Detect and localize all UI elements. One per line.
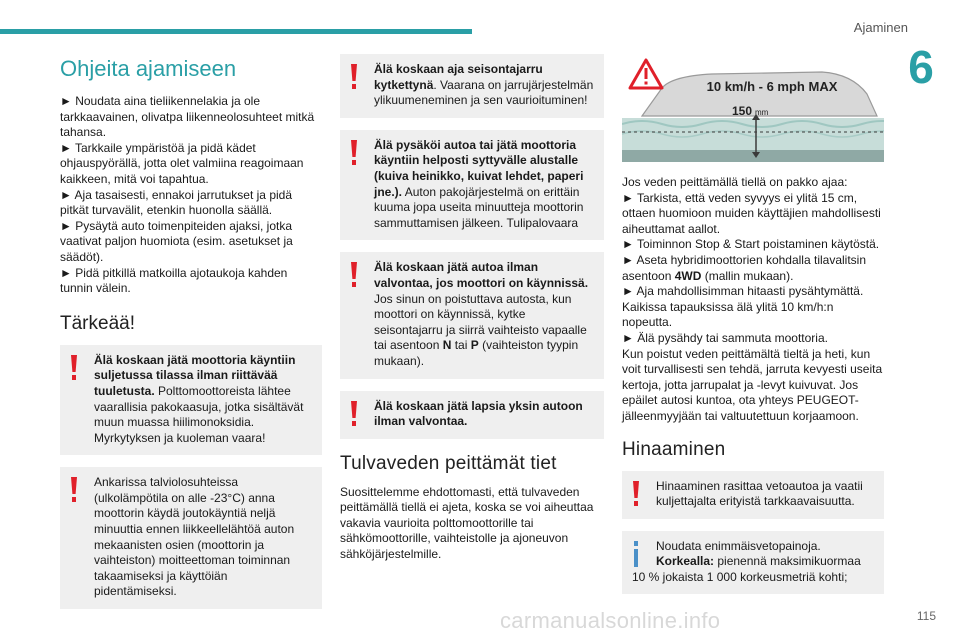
warning-box: [60, 467, 322, 609]
section-title: Ajaminen: [853, 20, 908, 35]
warning-box: [622, 471, 884, 519]
warning-text: Polttomoottoreista lähtee vaarallisia pakokaasuja, jotka sisältävät muun muassa hiilimonoksidia. Myrkytyksen ja kuoleman vaara!: [94, 383, 304, 445]
warning-box: [340, 252, 604, 378]
gear-p: P: [470, 338, 479, 353]
column-3: [622, 54, 884, 606]
gear-n: N: [442, 338, 452, 353]
flood-bullet-4: ► Aja mahdollisimman hitaasti pysähtymättä. Kaikissa tapauksissa älä ylitä 10 km/h:n nopeutta.: [622, 284, 864, 330]
warning-icon: [70, 477, 78, 503]
warning-bold: Älä koskaan jätä autoa ilman valvontaa, jos moottori on käynnissä.: [374, 260, 589, 290]
flood-bullet-3: [622, 253, 884, 284]
column-1: [60, 54, 322, 621]
info-bold: Korkealla:: [656, 554, 715, 569]
flood-intro: Jos veden peittämällä tiellä on pakko ajaa:: [622, 175, 848, 189]
warning-text: tai: [451, 338, 471, 353]
section-heading-flood: Tulvaveden peittämät tiet: [340, 452, 557, 474]
section-heading-towing: Hinaaminen: [622, 438, 726, 460]
warning-box: [340, 54, 604, 118]
warning-icon: [350, 140, 358, 166]
flood-bullet-2: ► Toiminnon Stop & Start poistaminen käytöstä.: [622, 237, 880, 252]
chapter-number: 6: [908, 41, 934, 93]
info-icon: [632, 541, 640, 567]
warning-bold: Älä pysäköi autoa tai jätä moottoria käyntiin helposti syttyvälle alustalle (kuiva heinikko, kuivat lehdet, paperi jne.).: [374, 137, 584, 199]
flood-bullet-3-text: ► Aseta hybridimoottorien kohdalla tilavalitsin asentoon: [622, 252, 867, 283]
warning-bold: Älä koskaan aja seisontajarru kytkettynä: [374, 62, 543, 92]
page-title: Ohjeita ajamiseen: [60, 56, 237, 81]
header-accent-bar: [0, 29, 472, 34]
warning-text: (vaihteiston tyypin mukaan).: [374, 338, 579, 368]
info-rest: pienennä maksimikuormaa 10 % jokaista 1 000 korkeusmetriä kohti;: [632, 554, 861, 584]
warning-icon: [350, 401, 358, 427]
depth-value: 150: [731, 104, 752, 118]
flood-paragraph: Suosittelemme ehdottomasti, että tulvaveden peittämällä tiellä ei ajeta, koska se voi aiheuttaa vakavia vaurioita polttomoottorille tai sähkömoottorille, vaihteistolle ja ajoneuvon sähköjärjestelmille.: [340, 484, 594, 562]
towing-warning-text: Hinaaminen rasittaa vetoautoa ja vaatii kuljettajalta erityistä tarkkaavaisuutta.: [656, 478, 863, 509]
flooded-road-illustration: [622, 54, 884, 162]
column-2: [340, 54, 604, 563]
warning-bold: Älä koskaan jätä moottoria käyntiin suljetussa tilassa ilman riittävää tuuletusta.: [94, 352, 296, 398]
warning-text: Auton pakojärjestelmä on erittäin kuuma jopa useita minuutteja moottorin sammuttamisen jälkeen. Tulipalovaara: [374, 184, 584, 230]
info-box: [622, 531, 884, 595]
bullet-1: ► Noudata aina tieliikennelakia ja ole tarkkaavainen, olivatpa liikenneolosuhteet mitkä tahansa.: [60, 94, 315, 140]
important-heading: Tärkeää!: [60, 312, 135, 334]
page-number: 115: [916, 609, 936, 623]
warning-box: [60, 345, 322, 456]
speed-label: 10 km/h - 6 mph MAX: [706, 79, 838, 94]
warning-box: [340, 391, 604, 439]
flood-bullet-5: ► Älä pysähdy tai sammuta moottoria.: [622, 330, 828, 345]
warning-icon: [350, 64, 358, 90]
flood-bullet-3-tail: (mallin mukaan).: [701, 268, 794, 283]
flood-after: Kun poistut veden peittämältä tieltä ja heti, kun voit turvallisesti sen tehdä, jarruta kevyesti useita kertoja, jotta jarrupalat ja -levyt kuivuvat. Jos epäilet autosi kuntoa, ota yhteys PEUGEOT-jälleenmyyjään tai valtuutettuun korjaamoon.: [622, 346, 883, 423]
warning-text: Jos sinun on poistuttava autosta, kun moottori on käynnissä, kytke seisontajarru ja siirrä vaihteisto vapaalle tai asentoon: [374, 291, 587, 353]
warning-text: . Vaarana on jarrujärjestelmän ylikuumeneminen ja sen vaurioituminen!: [374, 77, 594, 108]
bullet-2: ► Tarkkaile ympäristöä ja pidä kädet ohjauspyörällä, jotta olet valmiina reagoimaan kaikkeen, mitä voi tapahtua.: [60, 140, 304, 186]
warning-icon: [70, 355, 78, 381]
bullet-5: ► Pidä pitkillä matkoilla ajotaukoja kahden tunnin välein.: [60, 265, 288, 296]
bullet-4: ► Pysäytä auto toimenpiteiden ajaksi, jotka vaativat paljon huomiota (esim. asetukset ja säädöt).: [60, 218, 293, 264]
warning-text: Ankarissa talviolosuhteissa (ulkolämpötila on alle -23°C) anna moottorin käydä joutokäyntiä neljä minuuttia ennen liikkeellelähtöä auton mekaanisten osien (moottorin ja vaihteiston) moitteettoman toiminnan takaamiseksi ja käyttöiän pidentämiseksi.: [94, 475, 295, 599]
warning-icon: [350, 262, 358, 288]
mode-4wd: 4WD: [674, 268, 702, 283]
warning-icon: [632, 481, 640, 507]
warning-box: [340, 130, 604, 241]
info-text: Noudata enimmäisvetopainoja.: [656, 538, 821, 553]
warning-bold: Älä koskaan jätä lapsia yksin autoon ilman valvontaa.: [374, 398, 583, 429]
watermark: carmanualsonline.info: [500, 608, 721, 633]
bullet-3: ► Aja tasaisesti, ennakoi jarrutukset ja pidä pitkät turvavälit, etenkin huonolla säällä.: [60, 187, 293, 218]
flood-bullet-1: ► Tarkista, että veden syvyys ei ylitä 15 cm, ottaen huomioon muiden käyttäjien mahdollisesti aiheuttamat aallot.: [622, 190, 881, 236]
depth-unit: mm: [755, 108, 769, 117]
